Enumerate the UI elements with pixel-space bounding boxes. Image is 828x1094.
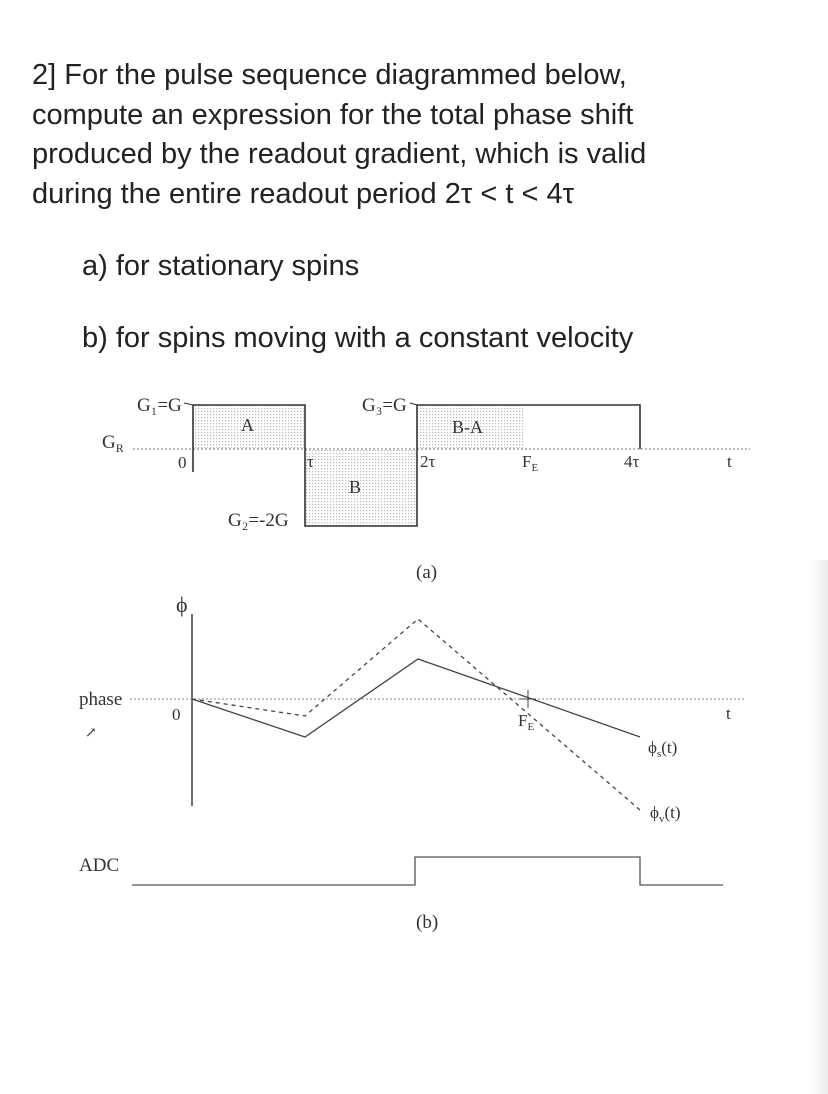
tick-0-label: 0 [178, 453, 187, 472]
adc-waveform [132, 857, 723, 885]
tick-4tau-label: 4τ [624, 452, 640, 471]
question-line-1: 2] For the pulse sequence diagrammed below, [32, 59, 627, 91]
adc-label: ADC [79, 855, 120, 876]
page-edge-shade [808, 560, 828, 1094]
phase-label: phase [79, 689, 123, 710]
question-line-3: produced by the readout gradient, which is valid [32, 138, 647, 170]
question-line-4: during the entire readout period 2τ < t < 4τ [32, 177, 575, 210]
gradient-diagram [102, 395, 750, 583]
tick-fe-label: $F_E$ [522, 452, 539, 474]
area-ba-label: B-A [452, 417, 483, 437]
question-line-2: compute an expression for the total phase shift [32, 98, 634, 131]
phase-tick-0: 0 [172, 705, 181, 724]
g1-label-leader [184, 403, 193, 405]
phase-fe-label: $F_E$ [518, 711, 535, 733]
g1-label: G₁=G [137, 395, 182, 416]
tick-tau-label: τ [307, 452, 314, 471]
part-a: a) for stationary spins [82, 250, 360, 282]
gr-axis-label: $G_R$ [102, 432, 124, 455]
phase-stationary-label: $\phi_s(t)$ [648, 738, 678, 760]
tick-2tau-label: 2τ [420, 452, 436, 471]
g2-label: G₂=-2G [228, 510, 289, 531]
phase-t-label: t [726, 704, 731, 723]
phase-arrow-mark: ↗ [85, 726, 97, 741]
g3-label: G₃=G [362, 395, 407, 416]
phase-stationary-curve [192, 659, 640, 737]
area-b-label: B [349, 477, 362, 497]
phase-velocity-label: $\phi_v(t)$ [650, 803, 681, 825]
gradient-t-label: t [727, 452, 732, 471]
phase-axis-symbol: ϕ [176, 592, 188, 617]
caption-b: (b) [416, 912, 439, 933]
phase-diagram [79, 592, 745, 933]
caption-a: (a) [416, 562, 438, 583]
g3-label-leader [410, 403, 417, 405]
phase-velocity-curve [192, 619, 640, 810]
part-b: b) for spins moving with a constant velocity [82, 322, 634, 354]
area-a-label: A [241, 415, 254, 435]
